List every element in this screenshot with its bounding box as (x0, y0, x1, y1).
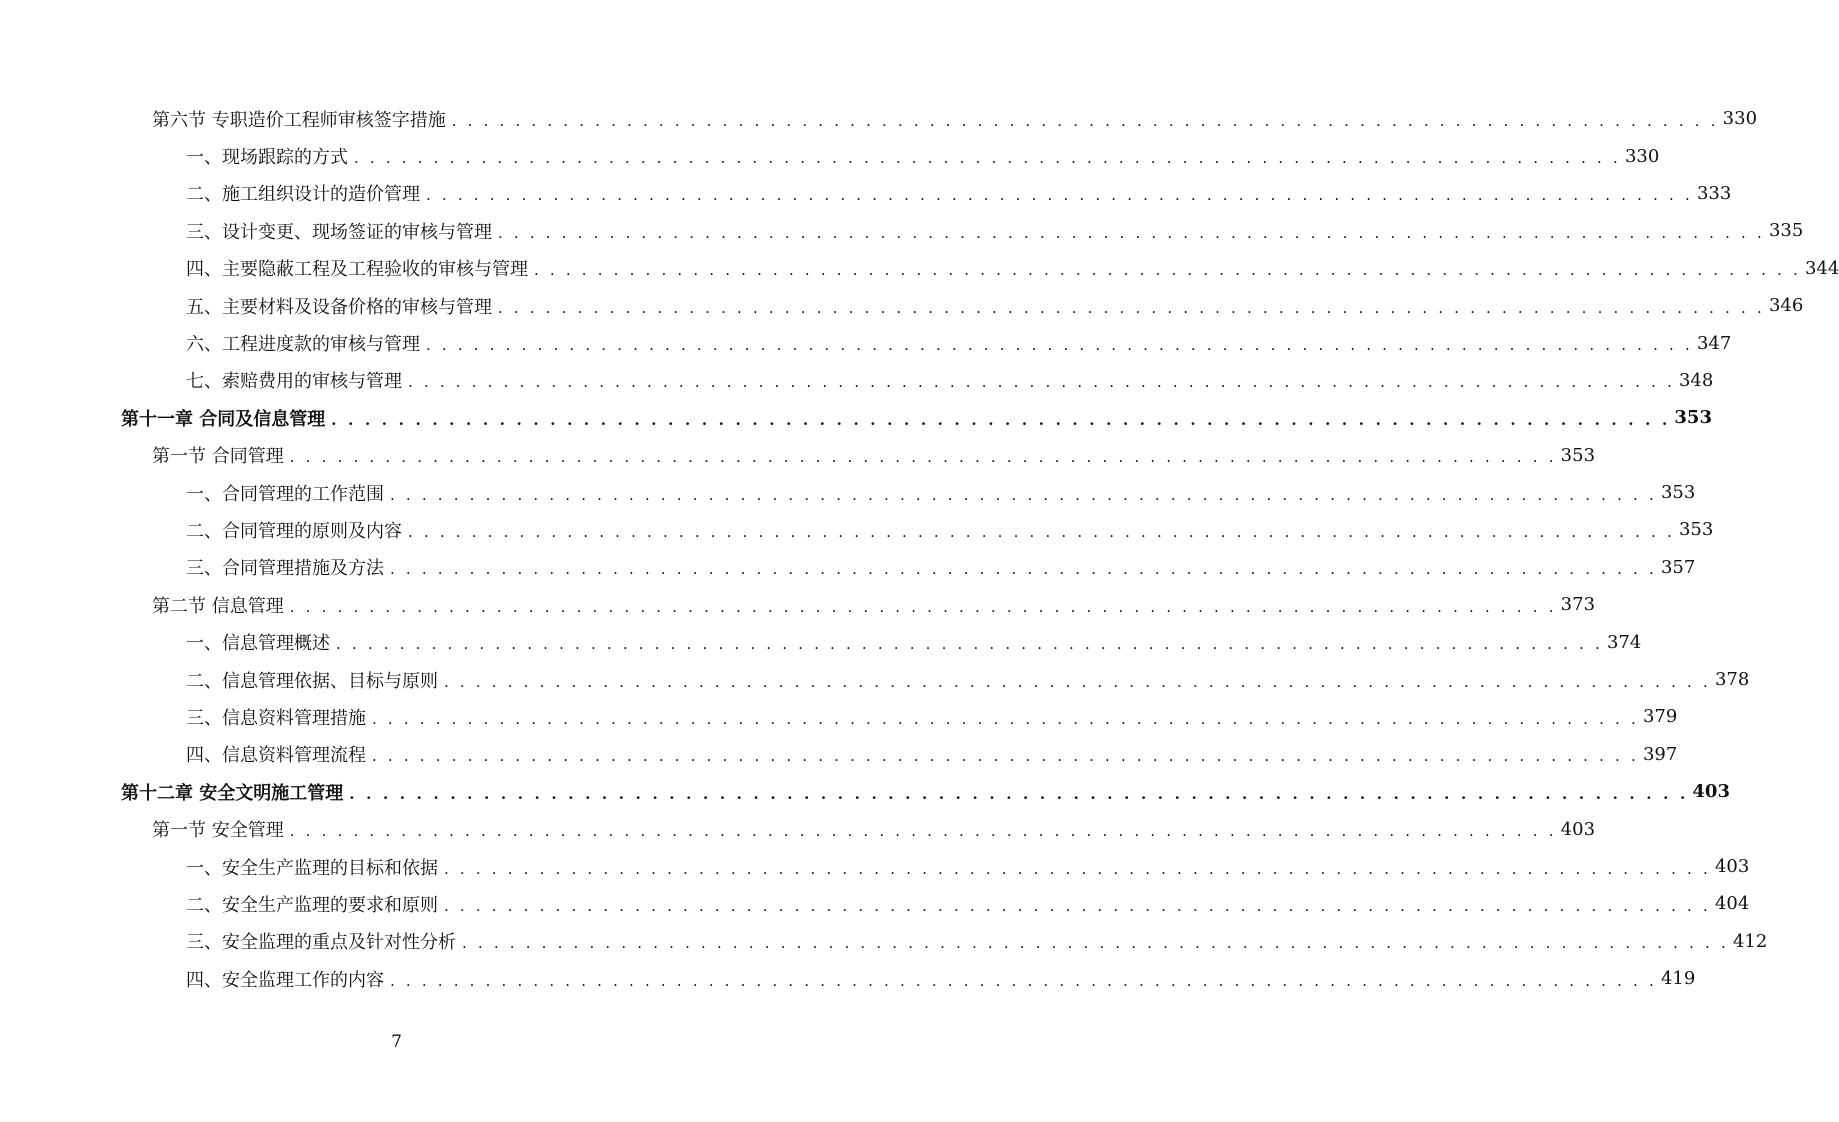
toc-entry-title: 一、信息管理概述 (186, 633, 330, 655)
toc-subsection-entry[interactable] (0, 212, 1804, 249)
toc-dot-leader: . . . . . . . . . . . . . . . . . . . . . . . . . . . . . . . . . . . . . . . . . . . . . . . . . . . . . . . . . . . . . . . . . . . . . . . . . . . . . . . . (534, 261, 1801, 280)
toc-subsection-entry[interactable] (0, 137, 1660, 174)
toc-page-number: 353 (1678, 519, 1714, 541)
toc-entry-title: 四、信息资料管理流程 (186, 745, 366, 767)
toc-dot-leader: . . . . . . . . . . . . . . . . . . . . . . . . . . . . . . . . . . . . . . . . . . . . . . . . . . . . . . . . . . . . . . . . . . . . . . . . . . . . . . . . (289, 448, 1557, 467)
toc-section-entry[interactable] (0, 810, 1596, 847)
toc-subsection-entry[interactable] (0, 960, 1696, 997)
toc-page-number: 353 (1674, 407, 1712, 429)
toc-entry-title: 六、工程进度款的审核与管理 (186, 334, 420, 356)
toc-page-number: 378 (1714, 669, 1750, 691)
toc-entry-title: 一、安全生产监理的目标和依据 (186, 857, 438, 879)
toc-section-entry[interactable] (0, 100, 1758, 137)
toc-dot-leader: . . . . . . . . . . . . . . . . . . . . . . . . . . . . . . . . . . . . . . . . . . . . . . . . . . . . . . . . . . . . . . . . . . . . . . . . . . . . . . . . (462, 934, 1729, 953)
toc-subsection-entry[interactable] (0, 549, 1696, 586)
toc-page-number: 348 (1678, 369, 1714, 391)
toc-entry-title: 第十二章 安全文明施工管理 (121, 782, 344, 804)
toc-dot-leader: . . . . . . . . . . . . . . . . . . . . . . . . . . . . . . . . . . . . . . . . . . . . . . . . . . . . . . . . . . . . . . . . . . . . . . . . . . . . . . . . (498, 223, 1765, 242)
toc-page-number: 330 (1722, 108, 1758, 130)
toc-dot-leader: . . . . . . . . . . . . . . . . . . . . . . . . . . . . . . . . . . . . . . . . . . . . . . . . . . . . . . . . . . . . . . . . . . . . . . . . . . . . . . . . (444, 896, 1711, 915)
toc-dot-leader: . . . . . . . . . . . . . . . . . . . . . . . . . . . . . . . . . . . . . . . . . . . . . . . . . . . . . . . . . . . . . . . . . . . . . . . . . . . . . . . . (426, 186, 1693, 205)
toc-entry-title: 七、索赔费用的审核与管理 (186, 371, 402, 393)
toc-entry-title: 二、合同管理的原则及内容 (186, 520, 402, 542)
toc-dot-leader: . . . . . . . . . . . . . . . . . . . . . . . . . . . . . . . . . . . . . . . . . . . . . . . . . . . . . . . . . . . . . . . . . . . . . . . . . . . . . . . . (336, 635, 1603, 654)
toc-page-number: 353 (1560, 444, 1596, 466)
toc-subsection-entry[interactable] (0, 848, 1750, 885)
toc-page-number: 353 (1660, 482, 1696, 504)
toc-entry-title: 二、安全生产监理的要求和原则 (186, 894, 438, 916)
toc-page-number: 397 (1642, 743, 1678, 765)
toc-page-number: 344 (1804, 257, 1839, 279)
toc-dot-leader: . . . . . . . . . . . . . . . . . . . . . . . . . . . . . . . . . . . . . . . . . . . . . . . . . . . . . . . . . . . . . . . . . . . . . . . . . . . . . . . . (390, 971, 1657, 990)
toc-entry-title: 第一节 安全管理 (152, 820, 284, 842)
toc-entry-title: 一、现场跟踪的方式 (186, 147, 348, 169)
toc-dot-leader: . . . . . . . . . . . . . . . . . . . . . . . . . . . . . . . . . . . . . . . . . . . . . . . . . . . . . . . . . . . . . . . . . . . . . . . . . . . . . . . . (444, 672, 1711, 691)
toc-page-number: 412 (1732, 930, 1768, 952)
toc-dot-leader: . . . . . . . . . . . . . . . . . . . . . . . . . . . . . . . . . . . . . . . . . . . . . . . . . . . . . . . . . . . . . . . . . . . . . . . . . . . . . . . . (408, 373, 1675, 392)
toc-dot-leader: . . . . . . . . . . . . . . . . . . . . . . . . . . . . . . . . . . . . . . . . . . . . . . . . . . . . . . . . . . . . . . . . . . . . . . . . . . . . . . . . (349, 784, 1689, 803)
toc-dot-leader: . . . . . . . . . . . . . . . . . . . . . . . . . . . . . . . . . . . . . . . . . . . . . . . . . . . . . . . . . . . . . . . . . . . . . . . . . . . . . . . . (331, 410, 1671, 429)
toc-page-number: 373 (1560, 594, 1596, 616)
toc-subsection-entry[interactable] (0, 511, 1714, 548)
toc-entry-title: 二、信息管理依据、目标与原则 (186, 670, 438, 692)
toc-entry-title: 第二节 信息管理 (152, 595, 284, 617)
toc-page-number: 379 (1642, 706, 1678, 728)
toc-entry-title: 一、合同管理的工作范围 (186, 483, 384, 505)
toc-page-number: 346 (1768, 295, 1804, 317)
toc-subsection-entry[interactable] (0, 885, 1750, 922)
toc-chapter-entry[interactable] (0, 773, 1730, 810)
toc-page-number: 330 (1624, 145, 1660, 167)
toc-entry-title: 三、设计变更、现场签证的审核与管理 (186, 221, 492, 243)
toc-dot-leader: . . . . . . . . . . . . . . . . . . . . . . . . . . . . . . . . . . . . . . . . . . . . . . . . . . . . . . . . . . . . . . . . . . . . . . . . . . . . . . . . (372, 747, 1639, 766)
toc-page-number: 403 (1692, 781, 1730, 803)
toc-entry-title: 第一节 合同管理 (152, 446, 284, 468)
toc-page-number: 333 (1696, 182, 1732, 204)
toc-subsection-entry[interactable] (0, 362, 1714, 399)
toc-dot-leader: . . . . . . . . . . . . . . . . . . . . . . . . . . . . . . . . . . . . . . . . . . . . . . . . . . . . . . . . . . . . . . . . . . . . . . . . . . . . . . . . (498, 298, 1765, 317)
page-number: 7 (391, 1032, 402, 1052)
toc-dot-leader: . . . . . . . . . . . . . . . . . . . . . . . . . . . . . . . . . . . . . . . . . . . . . . . . . . . . . . . . . . . . . . . . . . . . . . . . . . . . . . . . (426, 336, 1693, 355)
table-of-contents (0, 100, 1839, 997)
toc-dot-leader: . . . . . . . . . . . . . . . . . . . . . . . . . . . . . . . . . . . . . . . . . . . . . . . . . . . . . . . . . . . . . . . . . . . . . . . . . . . . . . . . (289, 597, 1557, 616)
toc-dot-leader: . . . . . . . . . . . . . . . . . . . . . . . . . . . . . . . . . . . . . . . . . . . . . . . . . . . . . . . . . . . . . . . . . . . . . . . . . . . . . . . . (390, 560, 1657, 579)
toc-dot-leader: . . . . . . . . . . . . . . . . . . . . . . . . . . . . . . . . . . . . . . . . . . . . . . . . . . . . . . . . . . . . . . . . . . . . . . . . . . . . . . . . (408, 522, 1675, 541)
toc-section-entry[interactable] (0, 586, 1596, 623)
toc-section-entry[interactable] (0, 437, 1596, 474)
toc-chapter-entry[interactable] (0, 399, 1712, 436)
toc-subsection-entry[interactable] (0, 736, 1678, 773)
toc-subsection-entry[interactable] (0, 698, 1678, 735)
toc-subsection-entry[interactable] (0, 250, 1839, 287)
toc-entry-title: 三、安全监理的重点及针对性分析 (186, 932, 456, 954)
toc-page-number: 357 (1660, 556, 1696, 578)
toc-page-number: 419 (1660, 968, 1696, 990)
toc-page-number: 374 (1606, 631, 1642, 653)
toc-subsection-entry[interactable] (0, 175, 1732, 212)
toc-dot-leader: . . . . . . . . . . . . . . . . . . . . . . . . . . . . . . . . . . . . . . . . . . . . . . . . . . . . . . . . . . . . . . . . . . . . . . . . . . . . . . . . (444, 859, 1711, 878)
toc-entry-title: 四、安全监理工作的内容 (186, 969, 384, 991)
toc-dot-leader: . . . . . . . . . . . . . . . . . . . . . . . . . . . . . . . . . . . . . . . . . . . . . . . . . . . . . . . . . . . . . . . . . . . . . . . . . . . . . . . . (372, 709, 1639, 728)
toc-page-number: 404 (1714, 893, 1750, 915)
toc-subsection-entry[interactable] (0, 324, 1732, 361)
toc-page-number: 403 (1560, 818, 1596, 840)
toc-entry-title: 三、信息资料管理措施 (186, 707, 366, 729)
toc-entry-title: 第十一章 合同及信息管理 (121, 408, 326, 430)
toc-dot-leader: . . . . . . . . . . . . . . . . . . . . . . . . . . . . . . . . . . . . . . . . . . . . . . . . . . . . . . . . . . . . . . . . . . . . . . . . . . . . . . . . (354, 149, 1621, 168)
toc-page-number: 335 (1768, 220, 1804, 242)
toc-page-number: 403 (1714, 856, 1750, 877)
toc-entry-title: 第六节 专职造价工程师审核签字措施 (152, 109, 446, 131)
toc-dot-leader: . . . . . . . . . . . . . . . . . . . . . . . . . . . . . . . . . . . . . . . . . . . . . . . . . . . . . . . . . . . . . . . . . . . . . . . . . . . . . . . . (451, 111, 1719, 130)
toc-subsection-entry[interactable] (0, 287, 1804, 324)
toc-subsection-entry[interactable] (0, 923, 1768, 960)
toc-page-number: 347 (1696, 332, 1732, 354)
toc-subsection-entry[interactable] (0, 474, 1696, 511)
toc-dot-leader: . . . . . . . . . . . . . . . . . . . . . . . . . . . . . . . . . . . . . . . . . . . . . . . . . . . . . . . . . . . . . . . . . . . . . . . . . . . . . . . . (289, 822, 1557, 841)
toc-entry-title: 五、主要材料及设备价格的审核与管理 (186, 296, 492, 318)
toc-entry-title: 三、合同管理措施及方法 (186, 558, 384, 580)
toc-entry-title: 二、施工组织设计的造价管理 (186, 184, 420, 206)
toc-subsection-entry[interactable] (0, 623, 1642, 660)
toc-entry-title: 四、主要隐蔽工程及工程验收的审核与管理 (186, 259, 528, 281)
toc-subsection-entry[interactable] (0, 661, 1750, 698)
toc-dot-leader: . . . . . . . . . . . . . . . . . . . . . . . . . . . . . . . . . . . . . . . . . . . . . . . . . . . . . . . . . . . . . . . . . . . . . . . . . . . . . . . . (390, 485, 1657, 504)
